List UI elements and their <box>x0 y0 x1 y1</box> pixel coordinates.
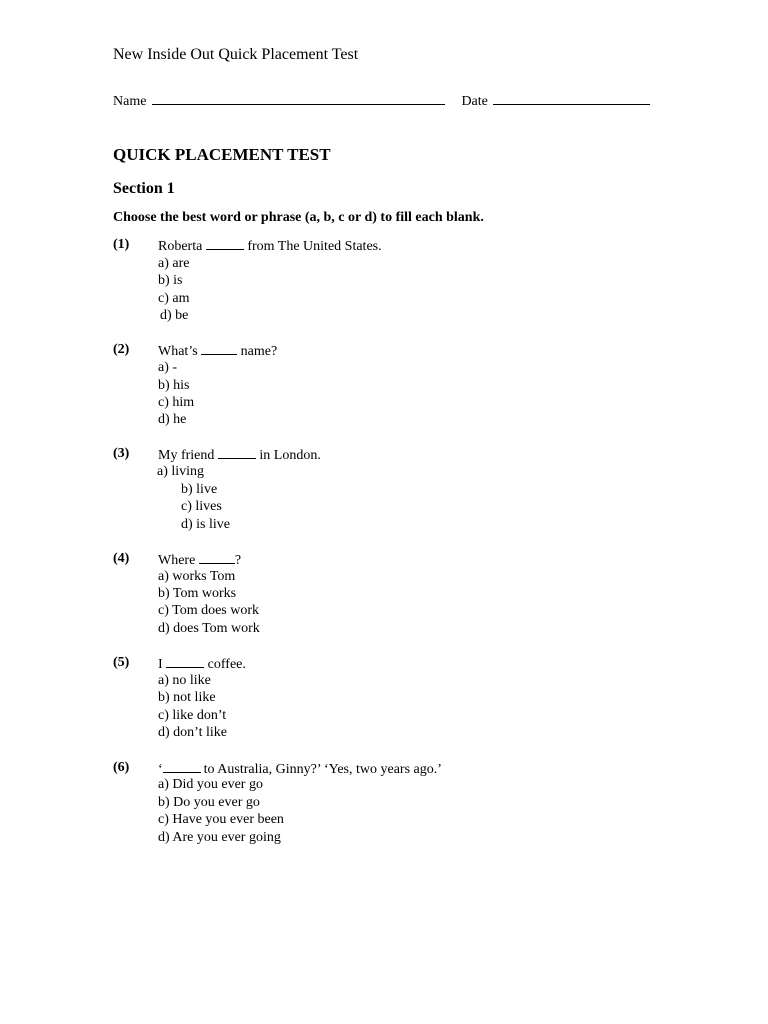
answer-blank[interactable] <box>199 551 235 564</box>
question-prefix: What’s <box>158 344 198 359</box>
answer-option[interactable]: c) am <box>158 291 190 306</box>
answer-option[interactable]: a) no like <box>158 673 211 688</box>
question-text <box>158 551 241 569</box>
answer-option[interactable]: d) he <box>158 412 187 427</box>
question-suffix: ? <box>234 553 242 568</box>
name-date-line <box>113 92 650 110</box>
test-title: QUICK PLACEMENT TEST <box>113 145 331 164</box>
answer-option[interactable]: c) Tom does work <box>158 603 260 618</box>
question-suffix: coffee. <box>207 657 246 672</box>
section-title: Section 1 <box>113 180 175 197</box>
question-prefix: I <box>158 657 163 672</box>
answer-option[interactable]: d) is live <box>181 517 230 532</box>
answer-option[interactable]: b) live <box>181 482 218 497</box>
answer-option[interactable]: d) does Tom work <box>158 621 260 636</box>
answer-blank[interactable] <box>218 446 256 459</box>
answer-option[interactable]: a) are <box>158 256 190 271</box>
answer-option[interactable]: d) Are you ever going <box>158 830 281 845</box>
question-prefix: My friend <box>158 448 215 463</box>
name-label: Name <box>113 94 147 109</box>
answer-option[interactable]: c) him <box>158 395 195 410</box>
question-number: (3) <box>113 446 130 461</box>
answer-option[interactable]: b) Do you ever go <box>158 795 260 810</box>
question-suffix: to Australia, Ginny?’ ‘Yes, two years ago.’ <box>203 762 442 777</box>
name-blank[interactable] <box>152 92 445 105</box>
question-number: (1) <box>113 237 130 252</box>
question-prefix: Roberta <box>158 239 203 254</box>
answer-option[interactable]: c) lives <box>181 499 222 514</box>
answer-blank[interactable] <box>206 237 244 250</box>
section-instructions: Choose the best word or phrase (a, b, c or d) to fill each blank. <box>113 210 484 225</box>
document-title: New Inside Out Quick Placement Test <box>113 46 359 63</box>
question-prefix: ‘ <box>158 762 163 777</box>
question-text <box>158 655 246 673</box>
answer-option[interactable]: a) living <box>157 464 205 479</box>
answer-option[interactable]: a) - <box>158 360 178 375</box>
question-text <box>158 342 277 360</box>
question-suffix: from The United States. <box>247 239 382 254</box>
question-number: (5) <box>113 655 130 670</box>
answer-option[interactable]: a) works Tom <box>158 569 236 584</box>
question-text <box>158 446 321 464</box>
answer-option[interactable]: c) like don’t <box>158 708 227 723</box>
answer-option[interactable]: c) Have you ever been <box>158 812 284 827</box>
answer-option[interactable]: b) his <box>158 378 190 393</box>
question-number: (2) <box>113 342 130 357</box>
answer-option[interactable]: d) don’t like <box>158 725 227 740</box>
date-blank[interactable] <box>493 92 650 105</box>
answer-option[interactable]: b) is <box>158 273 183 288</box>
answer-option[interactable]: a) Did you ever go <box>158 777 263 792</box>
question-prefix: Where <box>158 553 196 568</box>
answer-blank[interactable] <box>201 342 237 355</box>
question-number: (6) <box>113 760 130 775</box>
answer-option[interactable]: d) be <box>160 308 189 323</box>
answer-blank[interactable] <box>166 655 204 668</box>
answer-option[interactable]: b) Tom works <box>158 586 237 601</box>
question-text <box>158 237 382 255</box>
answer-option[interactable]: b) not like <box>158 690 216 705</box>
date-label: Date <box>461 94 488 109</box>
question-number: (4) <box>113 551 130 566</box>
question-suffix: name? <box>240 344 278 359</box>
answer-blank[interactable] <box>163 760 201 773</box>
question-suffix: in London. <box>259 448 321 463</box>
